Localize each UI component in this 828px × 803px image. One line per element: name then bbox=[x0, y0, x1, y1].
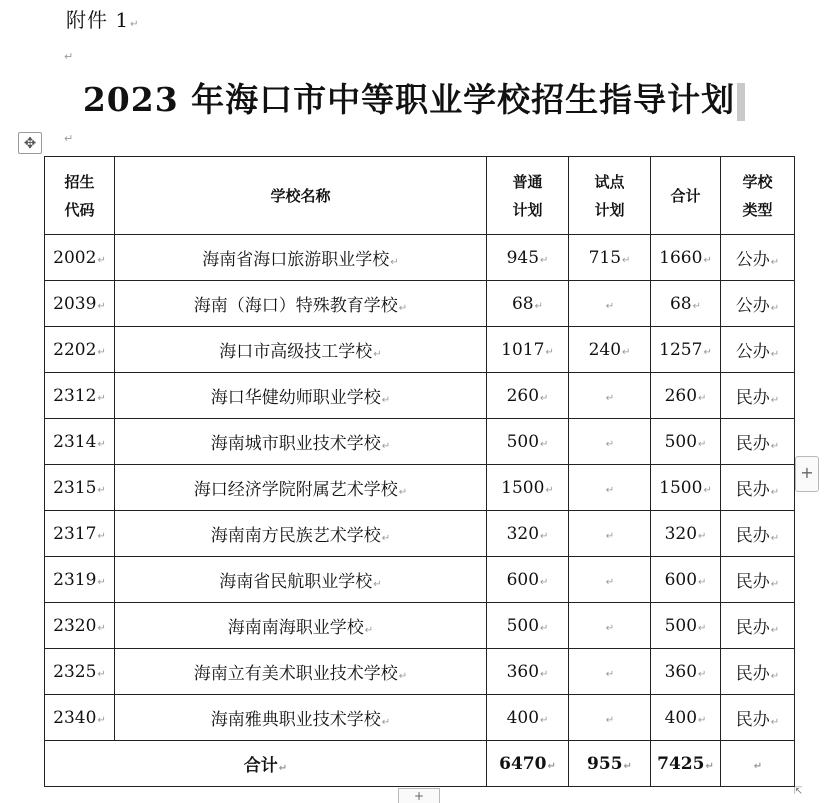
cell-name[interactable]: 海南城市职业技术学校↵ bbox=[115, 419, 487, 465]
cell-name[interactable]: 海南（海口）特殊教育学校↵ bbox=[115, 281, 487, 327]
cell-regular[interactable]: 500↵ bbox=[487, 603, 569, 649]
paragraph-mark: ↵ bbox=[540, 438, 549, 450]
paragraph-mark: ↵ bbox=[373, 349, 382, 360]
cell-type[interactable]: 公办↵ bbox=[721, 235, 795, 281]
cell-pilot[interactable] bbox=[569, 649, 651, 695]
cell-pilot[interactable] bbox=[569, 465, 651, 511]
cell-total[interactable]: 68↵ bbox=[651, 281, 721, 327]
paragraph-mark: ↵ bbox=[540, 392, 549, 404]
paragraph-mark: ↵ bbox=[605, 668, 615, 680]
header-code: 招生 代码 bbox=[45, 157, 115, 235]
paragraph-mark: ↵ bbox=[770, 487, 780, 498]
paragraph-mark: ↵ bbox=[64, 132, 74, 145]
paragraph-mark: ↵ bbox=[398, 303, 408, 314]
cell-code[interactable]: 2315↵ bbox=[45, 465, 115, 511]
cell-regular[interactable]: 600↵ bbox=[487, 557, 569, 603]
paragraph-mark: ↵ bbox=[698, 714, 707, 726]
paragraph-mark: ↵ bbox=[605, 300, 615, 312]
paragraph-mark: ↵ bbox=[381, 441, 391, 452]
plus-icon: + bbox=[800, 463, 814, 482]
header-total: 合计 bbox=[651, 157, 721, 235]
header-pilot-plan: 试点 计划 bbox=[569, 157, 651, 235]
paragraph-mark: ↵ bbox=[623, 760, 632, 772]
cell-total[interactable]: 1500↵ bbox=[651, 465, 721, 511]
cell-code[interactable]: 2340↵ bbox=[45, 695, 115, 741]
paragraph-mark: ↵ bbox=[97, 668, 106, 680]
paragraph-mark: ↵ bbox=[698, 392, 707, 404]
cell-name[interactable]: 海南省民航职业学校↵ bbox=[115, 557, 487, 603]
cell-type[interactable]: 民办↵ bbox=[721, 649, 795, 695]
paragraph-mark: ↵ bbox=[770, 533, 780, 544]
paragraph-mark: ↵ bbox=[381, 717, 391, 728]
cell-name[interactable]: 海南省海口旅游职业学校↵ bbox=[115, 235, 487, 281]
cell-pilot[interactable] bbox=[569, 373, 651, 419]
table-row bbox=[45, 373, 795, 419]
text-cursor bbox=[737, 83, 745, 121]
move-arrows-icon: ✥ bbox=[23, 134, 37, 152]
paragraph-mark: ↵ bbox=[770, 303, 780, 314]
cell-pilot[interactable] bbox=[569, 419, 651, 465]
cell-pilot[interactable] bbox=[569, 557, 651, 603]
paragraph-mark: ↵ bbox=[605, 714, 615, 726]
cell-total[interactable]: 500↵ bbox=[651, 419, 721, 465]
cell-name[interactable]: 海口华健幼师职业学校↵ bbox=[115, 373, 487, 419]
cell-total[interactable]: 400↵ bbox=[651, 695, 721, 741]
paragraph-mark: ↵ bbox=[770, 349, 780, 360]
cell-pilot[interactable] bbox=[569, 281, 651, 327]
paragraph-mark: ↵ bbox=[390, 257, 399, 268]
cell-name[interactable]: 海口市高级技工学校↵ bbox=[115, 327, 487, 373]
paragraph-mark: ↵ bbox=[381, 395, 391, 406]
cell-total[interactable]: 360↵ bbox=[651, 649, 721, 695]
cell-code[interactable]: 2320↵ bbox=[45, 603, 115, 649]
cell-pilot[interactable] bbox=[569, 603, 651, 649]
paragraph-mark: ↵ bbox=[373, 579, 382, 590]
table-row bbox=[45, 281, 795, 327]
cell-total[interactable]: 500↵ bbox=[651, 603, 721, 649]
cell-type[interactable]: 公办↵ bbox=[721, 281, 795, 327]
cell-regular[interactable]: 1500↵ bbox=[487, 465, 569, 511]
cell-total[interactable]: 320↵ bbox=[651, 511, 721, 557]
paragraph-mark: ↵ bbox=[770, 441, 780, 452]
paragraph-mark: ↵ bbox=[97, 576, 106, 588]
cell-pilot[interactable]: 240↵ bbox=[569, 327, 651, 373]
paragraph-mark: ↵ bbox=[364, 625, 374, 636]
paragraph-mark: ↵ bbox=[97, 484, 106, 496]
cell-total[interactable]: 600↵ bbox=[651, 557, 721, 603]
cell-regular[interactable]: 945↵ bbox=[487, 235, 569, 281]
paragraph-mark: ↵ bbox=[698, 530, 707, 542]
paragraph-mark: ↵ bbox=[540, 668, 549, 680]
paragraph-mark: ↵ bbox=[97, 254, 106, 266]
paragraph-mark: ↵ bbox=[398, 671, 408, 682]
add-column-button[interactable] bbox=[795, 456, 819, 492]
cell-regular[interactable]: 500↵ bbox=[487, 419, 569, 465]
paragraph-mark: ↵ bbox=[97, 530, 106, 542]
paragraph-mark: ↵ bbox=[540, 530, 549, 542]
cell-code[interactable]: 2202↵ bbox=[45, 327, 115, 373]
paragraph-mark: ↵ bbox=[97, 622, 106, 634]
cell-pilot[interactable] bbox=[569, 695, 651, 741]
paragraph-mark: ↵ bbox=[97, 392, 106, 404]
total-cell-label[interactable]: 合计↵ bbox=[45, 741, 487, 787]
paragraph-mark: ↵ bbox=[605, 484, 615, 496]
cell-type[interactable]: 民办↵ bbox=[721, 557, 795, 603]
total-cell-pilot[interactable]: 955↵ bbox=[569, 741, 651, 787]
cell-type[interactable]: 公办↵ bbox=[721, 327, 795, 373]
paragraph-mark: ↵ bbox=[770, 579, 780, 590]
paragraph-mark: ↵ bbox=[705, 760, 714, 772]
cell-code[interactable]: 2319↵ bbox=[45, 557, 115, 603]
paragraph-mark: ↵ bbox=[692, 300, 702, 312]
paragraph-mark: ↵ bbox=[381, 533, 391, 544]
enrollment-plan-table bbox=[44, 156, 795, 787]
add-row-button[interactable] bbox=[398, 788, 440, 803]
paragraph-mark: ↵ bbox=[753, 760, 763, 772]
paragraph-mark: ↵ bbox=[703, 254, 712, 266]
paragraph-mark: ↵ bbox=[534, 300, 544, 312]
cell-name[interactable]: 海南南方民族艺术学校↵ bbox=[115, 511, 487, 557]
paragraph-mark: ↵ bbox=[540, 622, 549, 634]
cell-regular[interactable]: 260↵ bbox=[487, 373, 569, 419]
cell-code[interactable]: 2325↵ bbox=[45, 649, 115, 695]
resize-corner-icon[interactable]: ⇱ bbox=[794, 786, 803, 797]
paragraph-mark: ↵ bbox=[605, 576, 615, 588]
cell-regular[interactable]: 320↵ bbox=[487, 511, 569, 557]
cell-code[interactable]: 2002↵ bbox=[45, 235, 115, 281]
cell-type[interactable]: 民办↵ bbox=[721, 695, 795, 741]
paragraph-mark: ↵ bbox=[97, 438, 106, 450]
cell-name[interactable]: 海南南海职业学校↵ bbox=[115, 603, 487, 649]
cell-type[interactable]: 民办↵ bbox=[721, 419, 795, 465]
cell-code[interactable]: 2039↵ bbox=[45, 281, 115, 327]
paragraph-mark: ↵ bbox=[698, 622, 707, 634]
paragraph-mark: ↵ bbox=[97, 300, 106, 312]
header-regular-plan: 普通 计划 bbox=[487, 157, 569, 235]
paragraph-mark: ↵ bbox=[97, 346, 106, 358]
paragraph-mark: ↵ bbox=[398, 487, 408, 498]
paragraph-mark: ↵ bbox=[278, 763, 288, 774]
cell-name[interactable]: 海南立有美术职业技术学校↵ bbox=[115, 649, 487, 695]
table-row bbox=[45, 235, 795, 281]
cell-total[interactable]: 1660↵ bbox=[651, 235, 721, 281]
paragraph-mark: ↵ bbox=[703, 484, 712, 496]
paragraph-mark: ↵ bbox=[64, 50, 74, 63]
cell-code[interactable]: 2314↵ bbox=[45, 419, 115, 465]
cell-type[interactable]: 民办↵ bbox=[721, 465, 795, 511]
paragraph-mark: ↵ bbox=[545, 346, 554, 358]
attachment-label: 附件 1↵ bbox=[66, 8, 140, 32]
header-school-type: 学校 类型 bbox=[721, 157, 795, 235]
paragraph-mark: ↵ bbox=[540, 254, 549, 266]
cell-name[interactable]: 海口经济学院附属艺术学校↵ bbox=[115, 465, 487, 511]
paragraph-mark: ↵ bbox=[540, 714, 549, 726]
plus-icon: + bbox=[413, 789, 425, 803]
paragraph-mark: ↵ bbox=[605, 622, 615, 634]
paragraph-mark: ↵ bbox=[698, 668, 707, 680]
paragraph-mark: ↵ bbox=[703, 346, 712, 358]
table-row bbox=[45, 603, 795, 649]
cell-pilot[interactable] bbox=[569, 511, 651, 557]
cell-regular[interactable]: 68↵ bbox=[487, 281, 569, 327]
paragraph-mark: ↵ bbox=[698, 438, 707, 450]
cell-pilot[interactable]: 715↵ bbox=[569, 235, 651, 281]
cell-regular[interactable]: 360↵ bbox=[487, 649, 569, 695]
cell-regular[interactable]: 1017↵ bbox=[487, 327, 569, 373]
cell-total[interactable]: 1257↵ bbox=[651, 327, 721, 373]
total-row bbox=[45, 741, 795, 787]
page-title: 2023 年海口市中等职业学校招生指导计划 bbox=[0, 74, 828, 121]
paragraph-mark: ↵ bbox=[698, 576, 707, 588]
paragraph-mark: ↵ bbox=[770, 671, 780, 682]
paragraph-mark: ↵ bbox=[605, 438, 615, 450]
table-header-row bbox=[45, 157, 795, 235]
paragraph-mark: ↵ bbox=[770, 717, 780, 728]
paragraph-mark: ↵ bbox=[605, 530, 615, 542]
cell-total[interactable]: 260↵ bbox=[651, 373, 721, 419]
paragraph-mark: ↵ bbox=[770, 625, 780, 636]
paragraph-mark: ↵ bbox=[622, 254, 631, 266]
total-cell-type[interactable] bbox=[721, 741, 795, 787]
cell-code[interactable]: 2312↵ bbox=[45, 373, 115, 419]
total-cell-regular[interactable]: 6470↵ bbox=[487, 741, 569, 787]
paragraph-mark: ↵ bbox=[545, 484, 554, 496]
paragraph-mark: ↵ bbox=[622, 346, 631, 358]
cell-type[interactable]: 民办↵ bbox=[721, 373, 795, 419]
cell-type[interactable]: 民办↵ bbox=[721, 603, 795, 649]
cell-regular[interactable]: 400↵ bbox=[487, 695, 569, 741]
paragraph-mark: ↵ bbox=[605, 392, 615, 404]
table-row bbox=[45, 649, 795, 695]
cell-code[interactable]: 2317↵ bbox=[45, 511, 115, 557]
total-cell-total[interactable]: 7425↵ bbox=[651, 741, 721, 787]
table-row bbox=[45, 465, 795, 511]
table-row bbox=[45, 557, 795, 603]
table-row bbox=[45, 419, 795, 465]
table-row bbox=[45, 327, 795, 373]
paragraph-mark: ↵ bbox=[770, 395, 780, 406]
table-row bbox=[45, 511, 795, 557]
paragraph-mark: ↵ bbox=[547, 760, 556, 772]
table-row bbox=[45, 695, 795, 741]
table-move-handle[interactable] bbox=[18, 132, 42, 154]
paragraph-mark: ↵ bbox=[97, 714, 106, 726]
cell-name[interactable]: 海南雅典职业技术学校↵ bbox=[115, 695, 487, 741]
header-school-name: 学校名称 bbox=[115, 157, 487, 235]
paragraph-mark: ↵ bbox=[770, 257, 780, 268]
paragraph-mark: ↵ bbox=[540, 576, 549, 588]
cell-type[interactable]: 民办↵ bbox=[721, 511, 795, 557]
